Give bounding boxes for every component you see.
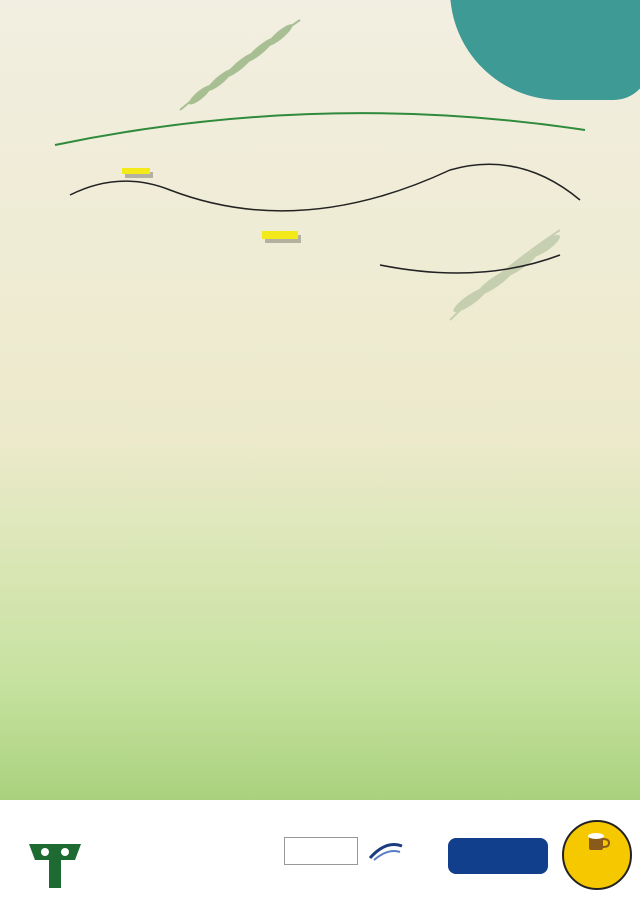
utenos-logo [448, 838, 548, 874]
rokiskis-newspaper-logo [284, 837, 358, 865]
beer-mug-icon [582, 832, 612, 852]
sponsors-footer [0, 800, 640, 900]
senojo-rusio-logo [562, 820, 632, 890]
title-line-2 [262, 231, 298, 239]
title-line-1 [122, 168, 150, 174]
fern-left-icon [180, 20, 300, 110]
fern-right-icon [450, 230, 563, 320]
zirzile-swoosh-icon [366, 840, 406, 862]
zirzile-logo [364, 840, 408, 867]
rkc-logo-icon [25, 840, 85, 892]
